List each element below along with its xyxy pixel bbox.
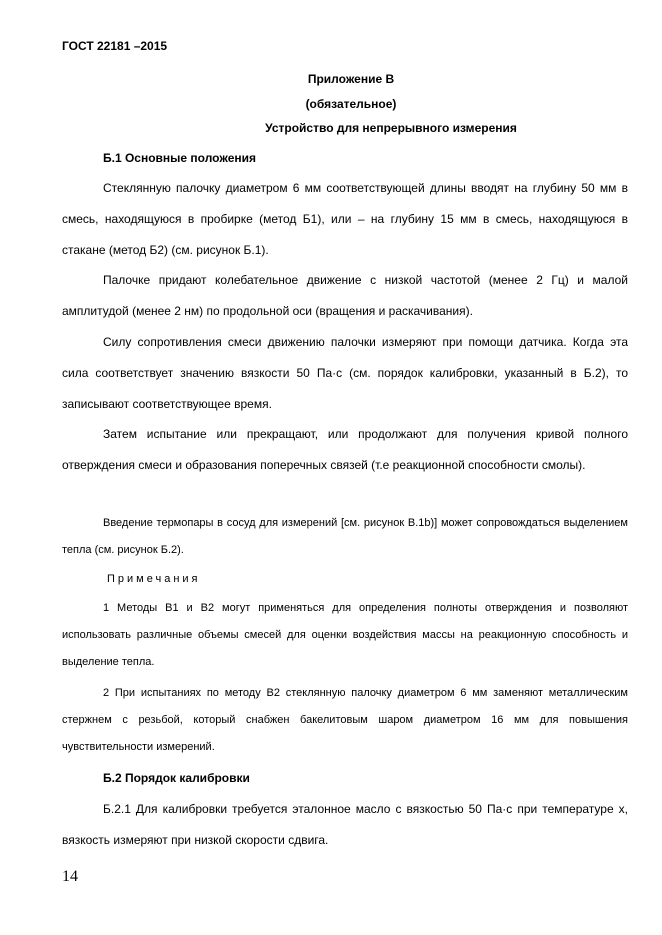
note-1: 1 Методы В1 и В2 могут применяться для определения полноты отверждения и позволяют использовать различные объемы смесей для оценки воздействия массы на реакционную способность и выделение тепла. <box>62 602 628 668</box>
page-number: 14 <box>62 868 78 885</box>
section-2-paragraph-1: Б.2.1 Для калибровки требуется эталонное масло с вязкостью 50 Па·с при температуре x, вязкость измеряют при низкой скорости сдвига. <box>62 802 628 847</box>
paragraph-2: Палочке придают колебательное движение с низкой частотой (менее 2 Гц) и малой амплитудой (менее 2 нм) по продольной оси (вращения и раскачивания). <box>62 273 628 318</box>
paragraph-5: Введение термопары в сосуд для измерений [см. рисунок В.1b)] может сопровождаться выделением тепла (см. рисунок Б.2). <box>62 517 628 556</box>
paragraph-4-block <box>62 419 628 481</box>
paragraph-2-block <box>62 265 628 327</box>
appendix-status: (обязательное) <box>305 97 397 111</box>
appendix-subject: Устройство для непрерывного измерения <box>265 121 517 135</box>
paragraph-4: Затем испытание или прекращают, или продолжают для получения кривой полного отверждения смеси и образования поперечных связей (т.е реакционной способности смолы). <box>62 427 628 472</box>
paragraph-1: Стеклянную палочку диаметром 6 мм соответствующей длины вводят на глубину 50 мм в смесь, находящуюся в пробирке (метод Б1), или – на глубину 15 мм в смесь, находящуюся в стакане (метод Б2) (см. рисунок Б.1). <box>62 181 628 257</box>
notes-title: Примечания <box>107 573 201 585</box>
section-2-body <box>62 794 628 856</box>
note-2: 2 При испытаниях по методу В2 стеклянную палочку диаметром 6 мм заменяют металлическим стержнем с резьбой, который снабжен бакелитовым шаром диаметром 16 мм для повышения чувствительности измерений. <box>62 687 628 753</box>
paragraph-3: Силу сопротивления смеси движению палочки измеряют при помощи датчика. Когда эта сила соответствует значению вязкости 50 Па·с (см. порядок калибровки, указанный в Б.2), то записывают соответствующее время. <box>62 335 628 411</box>
standard-header: ГОСТ 22181 –2015 <box>62 39 168 53</box>
paragraph-5-block <box>62 510 628 564</box>
paragraph-3-block <box>62 327 628 420</box>
note-2-block <box>62 680 628 761</box>
section-1-heading: Б.1 Основные положения <box>103 151 256 165</box>
section-1-body <box>62 173 628 266</box>
section-2-heading: Б.2 Порядок калибровки <box>103 771 250 785</box>
note-1-block <box>62 595 628 676</box>
appendix-title: Приложение В <box>307 72 395 86</box>
